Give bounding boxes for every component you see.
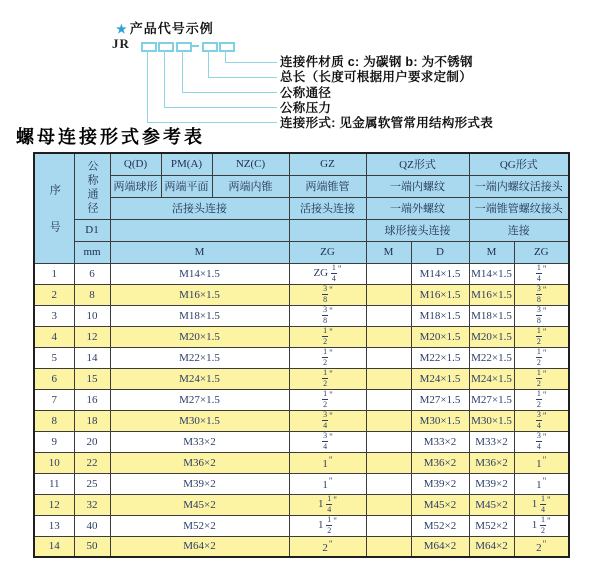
seq-cell: 14	[34, 536, 74, 557]
code-box-5	[219, 42, 235, 52]
header-qg-desc1: 一端内螺纹活接头	[469, 175, 569, 197]
qz-d-cell: M64×2	[411, 536, 469, 557]
code-dash	[192, 45, 199, 47]
qg-zg-cell: $\frac{1}{2}$ "	[514, 368, 569, 389]
reference-table	[33, 152, 570, 558]
qz-m-cell	[366, 284, 411, 305]
header-qg: QG形式	[469, 153, 569, 175]
seq-cell: 6	[34, 368, 74, 389]
header-d1: D1	[74, 219, 110, 241]
m-cell: M64×2	[110, 536, 289, 557]
qz-d-cell: M33×2	[411, 431, 469, 452]
qg-zg-cell: 1"	[514, 473, 569, 494]
header-seq: 序号	[34, 153, 74, 263]
qz-m-cell	[366, 347, 411, 368]
qz-d-cell: M30×1.5	[411, 410, 469, 431]
header-empty	[110, 219, 289, 241]
qz-d-cell: M22×1.5	[411, 347, 469, 368]
header-mm: mm	[74, 241, 110, 263]
connector-line	[182, 50, 183, 92]
gz-zg-cell: $\frac{3}{4}$ "	[289, 431, 366, 452]
qz-m-cell	[366, 410, 411, 431]
qg-m-cell: M18×1.5	[469, 305, 514, 326]
gz-zg-cell: 1"	[289, 452, 366, 473]
qg-m-cell: M64×2	[469, 536, 514, 557]
qz-d-cell: M39×2	[411, 473, 469, 494]
table-body	[34, 263, 569, 557]
seq-cell: 13	[34, 515, 74, 536]
m-cell: M52×2	[110, 515, 289, 536]
dn-cell: 40	[74, 515, 110, 536]
qg-zg-cell: $\frac{3}{4}$ "	[514, 431, 569, 452]
gz-zg-cell: 1"	[289, 473, 366, 494]
qg-m-cell: M39×2	[469, 473, 514, 494]
qg-m-cell: M30×1.5	[469, 410, 514, 431]
qg-m-cell: M45×2	[469, 494, 514, 515]
dn-cell: 32	[74, 494, 110, 515]
connector-line	[164, 107, 277, 108]
star-icon: ★	[116, 22, 128, 36]
qz-m-cell	[366, 473, 411, 494]
qg-zg-cell: $\frac{1}{2}$ "	[514, 326, 569, 347]
qg-zg-cell: $\frac{1}{2}$ "	[514, 347, 569, 368]
qg-zg-cell: $\frac{1}{4}$ "	[514, 263, 569, 284]
gz-zg-cell: 1 $\frac{1}{4}$ "	[289, 494, 366, 515]
code-label-material: 连接件材质 c: 为碳钢 b: 为不锈钢	[280, 55, 473, 69]
code-label-length: 总长（长度可根据用户要求定制）	[280, 70, 473, 85]
product-code-prefix: JR	[112, 36, 130, 51]
header-zg-qg: ZG	[514, 241, 569, 263]
connector-line	[208, 77, 277, 78]
qz-m-cell	[366, 431, 411, 452]
qz-d-cell: M36×2	[411, 452, 469, 473]
seq-cell: 11	[34, 473, 74, 494]
table-row	[34, 305, 569, 326]
header-nz-desc: 两端内锥	[212, 175, 289, 197]
seq-cell: 12	[34, 494, 74, 515]
dn-cell: 25	[74, 473, 110, 494]
qg-m-cell: M52×2	[469, 515, 514, 536]
qg-zg-cell: $\frac{3}{8}$ "	[514, 305, 569, 326]
table-row	[34, 284, 569, 305]
qg-zg-cell: $\frac{1}{2}$ "	[514, 389, 569, 410]
header-d-qz: D	[411, 241, 469, 263]
table-title: 螺母连接形式参考表	[16, 127, 205, 148]
qz-d-cell: M27×1.5	[411, 389, 469, 410]
gz-zg-cell: $\frac{1}{2}$ "	[289, 326, 366, 347]
m-cell: M36×2	[110, 452, 289, 473]
header-qz: QZ形式	[366, 153, 469, 175]
header-qg-conn: 连接	[469, 219, 569, 241]
qz-d-cell: M16×1.5	[411, 284, 469, 305]
dn-cell: 8	[74, 284, 110, 305]
qz-d-cell: M24×1.5	[411, 368, 469, 389]
code-box-2	[158, 42, 174, 52]
qg-m-cell: M14×1.5	[469, 263, 514, 284]
table-row	[34, 347, 569, 368]
header-zg-gz: ZG	[289, 241, 366, 263]
code-box-1	[141, 42, 157, 52]
connector-line	[164, 50, 165, 107]
qz-d-cell: M14×1.5	[411, 263, 469, 284]
qz-d-cell: M20×1.5	[411, 326, 469, 347]
qz-d-cell: M45×2	[411, 494, 469, 515]
header-q-desc: 两端球形	[110, 175, 161, 197]
connector-line	[208, 50, 209, 77]
qz-m-cell	[366, 515, 411, 536]
connector-line	[182, 92, 277, 93]
code-box-4	[202, 42, 218, 52]
table-row	[34, 368, 569, 389]
dn-cell: 16	[74, 389, 110, 410]
qg-m-cell: M16×1.5	[469, 284, 514, 305]
qz-m-cell	[366, 389, 411, 410]
table-row	[34, 473, 569, 494]
qz-m-cell	[366, 494, 411, 515]
gz-zg-cell: $\frac{1}{2}$ "	[289, 389, 366, 410]
dn-cell: 50	[74, 536, 110, 557]
table-row	[34, 326, 569, 347]
dn-cell: 15	[74, 368, 110, 389]
gz-zg-cell: $\frac{1}{2}$ "	[289, 368, 366, 389]
header-pm-desc: 两端平面	[161, 175, 212, 197]
qg-zg-cell: $\frac{3}{4}$ "	[514, 410, 569, 431]
qg-m-cell: M24×1.5	[469, 368, 514, 389]
table-row	[34, 494, 569, 515]
header-dn: 公称通径	[74, 153, 110, 219]
table-row	[34, 389, 569, 410]
table-row	[34, 431, 569, 452]
m-cell: M30×1.5	[110, 410, 289, 431]
dn-cell: 10	[74, 305, 110, 326]
m-cell: M39×2	[110, 473, 289, 494]
header-gz-conn: 活接头连接	[289, 197, 366, 219]
gz-zg-cell: $\frac{3}{8}$ "	[289, 284, 366, 305]
seq-cell: 10	[34, 452, 74, 473]
seq-cell: 9	[34, 431, 74, 452]
seq-cell: 3	[34, 305, 74, 326]
qg-zg-cell: 2"	[514, 536, 569, 557]
connector-line	[147, 50, 148, 122]
header-nz: NZ(C)	[212, 153, 289, 175]
header-qz-desc2: 一端外螺纹	[366, 197, 469, 219]
qg-zg-cell: $\frac{3}{8}$ "	[514, 284, 569, 305]
qg-zg-cell: 1"	[514, 452, 569, 473]
qz-m-cell	[366, 326, 411, 347]
dn-cell: 22	[74, 452, 110, 473]
m-cell: M20×1.5	[110, 326, 289, 347]
code-label-connection: 连接形式: 见金属软管常用结构形式表	[280, 116, 494, 131]
header-empty-gz	[289, 219, 366, 241]
table-row	[34, 515, 569, 536]
qg-m-cell: M33×2	[469, 431, 514, 452]
header-qz-desc1: 一端内螺纹	[366, 175, 469, 197]
dn-cell: 12	[74, 326, 110, 347]
qg-m-cell: M22×1.5	[469, 347, 514, 368]
qg-zg-cell: 1 $\frac{1}{2}$ "	[514, 515, 569, 536]
qz-m-cell	[366, 305, 411, 326]
connector-line	[225, 50, 226, 62]
dn-cell: 14	[74, 347, 110, 368]
code-labels	[280, 55, 595, 131]
qz-m-cell	[366, 263, 411, 284]
header-pm: PM(A)	[161, 153, 212, 175]
qz-m-cell	[366, 368, 411, 389]
table-row	[34, 410, 569, 431]
gz-zg-cell: $\frac{3}{4}$ "	[289, 410, 366, 431]
header-gz-desc: 两端锥管	[289, 175, 366, 197]
qg-zg-cell: 1 $\frac{1}{4}$ "	[514, 494, 569, 515]
seq-cell: 8	[34, 410, 74, 431]
code-label-pressure: 公称压力	[280, 100, 332, 115]
gz-zg-cell: 2"	[289, 536, 366, 557]
dn-cell: 6	[74, 263, 110, 284]
header-qg-desc2: 一端锥管螺纹接头	[469, 197, 569, 219]
table-header	[34, 153, 569, 263]
qz-d-cell: M52×2	[411, 515, 469, 536]
header-m-qz: M	[366, 241, 411, 263]
m-cell: M18×1.5	[110, 305, 289, 326]
header-qz-conn: 球形接头连接	[366, 219, 469, 241]
table-row	[34, 536, 569, 557]
qg-m-cell: M27×1.5	[469, 389, 514, 410]
gz-zg-cell: ZG $\frac{1}{4}$ "	[289, 263, 366, 284]
m-cell: M24×1.5	[110, 368, 289, 389]
m-cell: M22×1.5	[110, 347, 289, 368]
seq-cell: 2	[34, 284, 74, 305]
qz-m-cell	[366, 452, 411, 473]
dn-cell: 18	[74, 410, 110, 431]
seq-cell: 1	[34, 263, 74, 284]
qg-m-cell: M36×2	[469, 452, 514, 473]
gz-zg-cell: $\frac{3}{8}$ "	[289, 305, 366, 326]
header-q: Q(D)	[110, 153, 161, 175]
qz-d-cell: M18×1.5	[411, 305, 469, 326]
diagram-title-text: 产品代号示例	[129, 21, 214, 36]
m-cell: M33×2	[110, 431, 289, 452]
qz-m-cell	[366, 536, 411, 557]
header-m-qg: M	[469, 241, 514, 263]
gz-zg-cell: $\frac{1}{2}$ "	[289, 347, 366, 368]
header-union-conn: 活接头连接	[110, 197, 289, 219]
seq-cell: 4	[34, 326, 74, 347]
code-label-diameter: 公称通径	[280, 85, 332, 100]
m-cell: M27×1.5	[110, 389, 289, 410]
header-gz: GZ	[289, 153, 366, 175]
seq-cell: 7	[34, 389, 74, 410]
header-m-main: M	[110, 241, 289, 263]
table-row	[34, 263, 569, 284]
qg-m-cell: M20×1.5	[469, 326, 514, 347]
m-cell: M45×2	[110, 494, 289, 515]
code-box-3	[176, 42, 192, 52]
seq-cell: 5	[34, 347, 74, 368]
m-cell: M14×1.5	[110, 263, 289, 284]
diagram-title	[116, 18, 214, 37]
m-cell: M16×1.5	[110, 284, 289, 305]
dn-cell: 20	[74, 431, 110, 452]
table-row	[34, 452, 569, 473]
gz-zg-cell: 1 $\frac{1}{2}$ "	[289, 515, 366, 536]
connector-line	[225, 62, 277, 63]
